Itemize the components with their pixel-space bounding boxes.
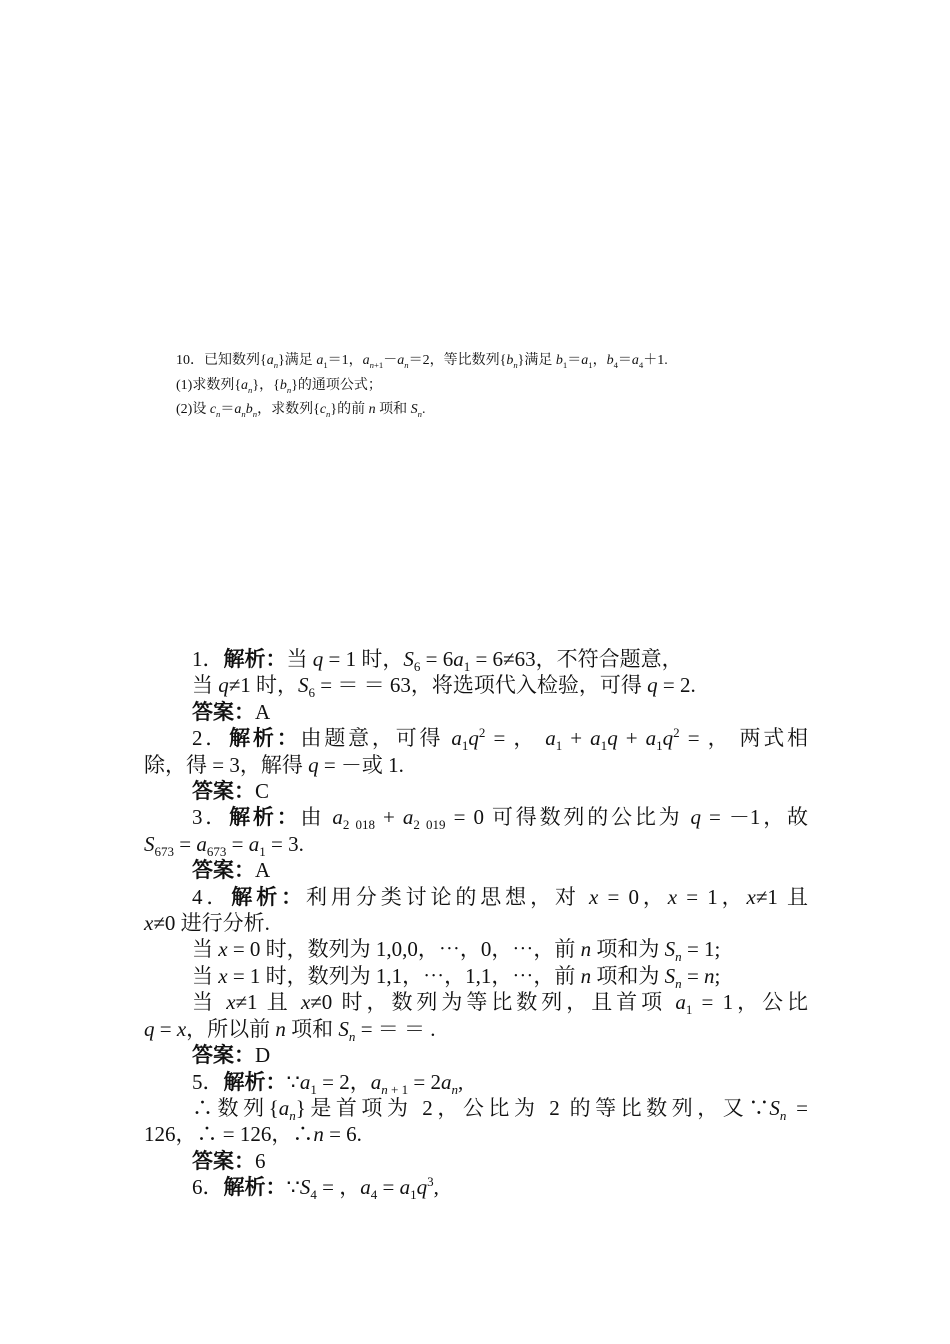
solution-1-line-2: 当 q≠1 时，$S_6$ = ＝ ＝ 63，将选项代入检验，可得 q = 2. bbox=[192, 673, 696, 701]
solution-4-line-4: 当 x = 1 时，数列为 1,1，⋯，1,1，⋯，前 n 项和为 $S_n = n$; bbox=[192, 963, 721, 992]
problem-10-stem: 10．已知数列$\{a_n\}$满足 $a_1=1$，$a_{n+1}-a_n=2$，等比数列$\{b_n\}$满足 $b_1=a_1$，$b_4=a_4+1$. bbox=[176, 353, 668, 370]
solution-3-answer: 答案：A bbox=[192, 858, 271, 883]
solution-6-line-1: 6．解析：$\because S_4$ = ，$a_4 = a_1q^3$, bbox=[192, 1174, 439, 1203]
solution-1-line-1: 1．解析：当 q = 1 时，$S_6 = 6a_1 = 6\ne 63$，不符合题意， bbox=[192, 647, 683, 675]
solution-3-line-2: $S_{673} = a_{673} = a_1 = 3$. bbox=[144, 831, 304, 860]
problem-10-part-1: (1)求数列$\{a_n\}$，$\{b_n\}$的通项公式； bbox=[176, 377, 382, 395]
solution-5-line-1: 5．解析：$\because a_1 = 2$，$a_n$ $_{+ 1} = 2a_n$, bbox=[192, 1069, 464, 1097]
solution-2-line-2: 除，得 = 3，解得 q = －或 1. bbox=[144, 752, 404, 777]
solutions-section bbox=[144, 646, 808, 1201]
solution-4-line-5: 当 x≠1 且 x≠0 时，数列为等比数列，且首项 $a_1 = 1$，公比 bbox=[192, 990, 809, 1018]
solution-1-answer: 答案：A bbox=[192, 699, 271, 724]
solution-4-answer: 答案：D bbox=[192, 1043, 271, 1068]
solution-5-answer: 答案：6 bbox=[192, 1148, 266, 1173]
solution-4-line-2: x≠0 进行分析. bbox=[144, 911, 270, 936]
solution-4-line-3: 当 x = 0 时，数列为 1,0,0，⋯，0，⋯，前 n 项和为 $S_n = 1$; bbox=[192, 937, 721, 965]
solution-5-line-2: ∴数列$\{a_n\}$是首项为 2，公比为 2 的等比数列，又$\because S_n$ = bbox=[192, 1095, 808, 1124]
solution-3-line-1: 3．解析：由 $a_{2 018} + a_{2 019} = 0$ 可得数列的公比为 q = －1，故 bbox=[192, 805, 809, 833]
solution-4-line-6: q = x，所以前 n 项和 $S_n$ = ＝ ＝ . bbox=[144, 1016, 436, 1044]
problem-10-part-2: (2)设 $c_n=a_nb_n$，求数列$\{c_n\}$的前 n 项和 $S_n$. bbox=[176, 402, 426, 419]
solution-2-line-1: 2．解析：由题意，可得 $a_1q^2$ = ， $a_1 + a_1q + a_1q^2$ = ， 两式相 bbox=[192, 725, 809, 754]
solution-2-answer: 答案：C bbox=[192, 779, 270, 804]
solution-5-line-3: 126，∴ = 126，∴n = 6. bbox=[144, 1122, 362, 1147]
problem-10 bbox=[176, 349, 816, 423]
solution-4-line-1: 4．解析：利用分类讨论的思想，对 x = 0，x = 1，x≠1 且 bbox=[192, 884, 809, 909]
